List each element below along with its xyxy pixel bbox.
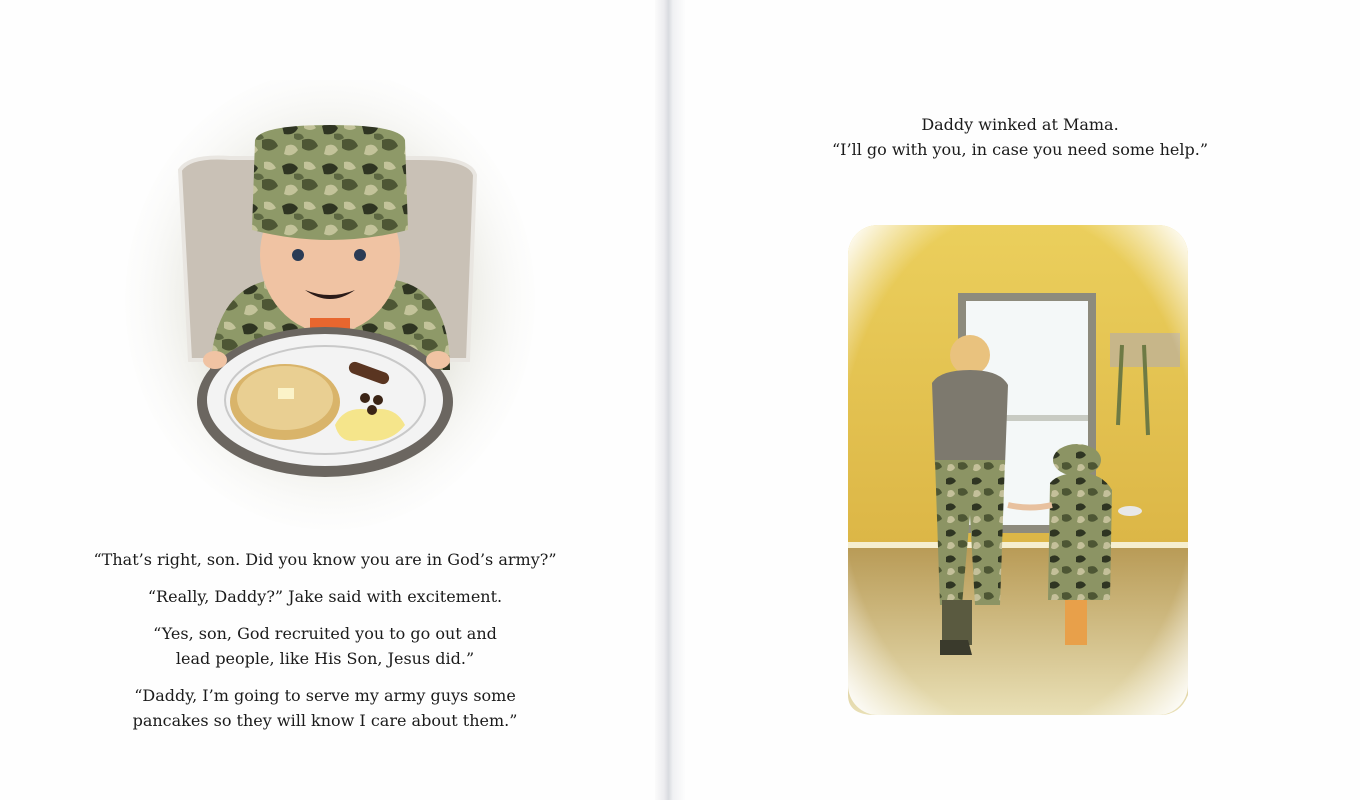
narration-line: Daddy winked at Mama.: [921, 115, 1119, 134]
dialogue-line: “That’s right, son. Did you know you are in God’s army?”: [93, 550, 557, 569]
dialogue-line: pancakes so they will know I care about them.”: [132, 711, 518, 730]
dialogue-line: “Daddy, I’m going to serve my army guys some: [134, 686, 516, 705]
father-and-son-illustration: [840, 215, 1195, 725]
narration-line: “I’ll go with you, in case you need some help.”: [831, 140, 1209, 159]
boy-with-pancakes-illustration: [120, 80, 540, 540]
dialogue-line: lead people, like His Son, Jesus did.”: [175, 649, 475, 668]
dialogue-line: “Really, Daddy?” Jake said with excitement.: [147, 587, 503, 606]
dialogue-line: “Yes, son, God recruited you to go out and: [153, 624, 497, 643]
book-gutter: [655, 0, 685, 800]
